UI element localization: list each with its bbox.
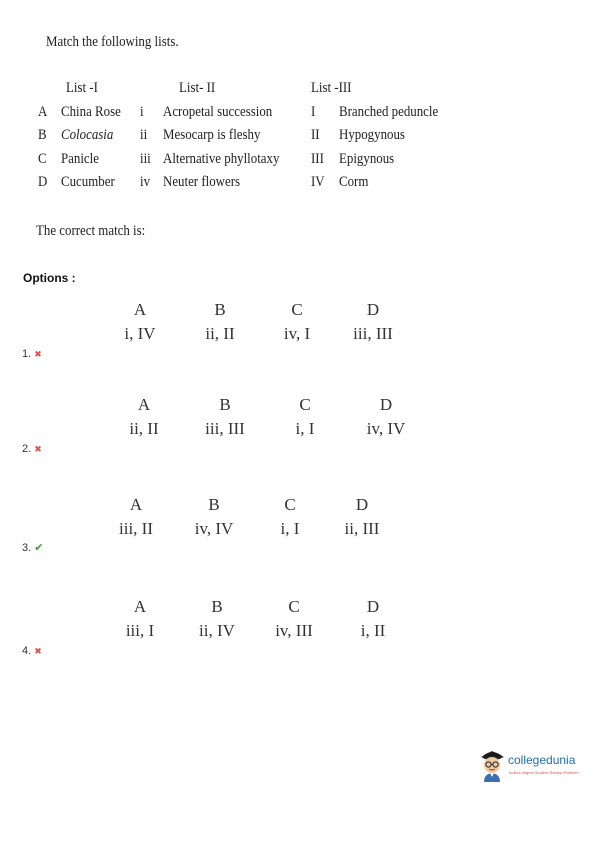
list-1-key: A — [38, 103, 48, 120]
list-2-item: Neuter flowers — [163, 174, 241, 191]
option-value: iii, II — [119, 519, 153, 538]
list-row — [38, 148, 479, 172]
correct-match-label: The correct match is: — [36, 223, 146, 239]
option-value: i, I — [280, 519, 300, 538]
option-number-label: 3. — [22, 542, 32, 554]
list-row — [38, 124, 479, 148]
check-icon: ✔ — [34, 542, 44, 554]
list-2-key: iv — [140, 174, 151, 191]
option-value: i, IV — [124, 324, 156, 343]
list-2-header: List- II — [179, 80, 216, 97]
option-number-label: 1. — [22, 348, 32, 360]
option-value: iv, IV — [366, 419, 406, 438]
option-column-letter: B — [208, 495, 220, 514]
option-number-label: 4. — [22, 645, 32, 657]
option-2[interactable] — [0, 395, 595, 475]
list-1-item: Colocasia — [61, 127, 114, 144]
question-prompt: Match the following lists. — [46, 34, 179, 50]
list-1-item: China Rose — [61, 103, 121, 120]
list-2-item: Alternative phyllotaxy — [163, 150, 280, 167]
brand-tagline: India's largest Student Review Platform — [509, 770, 579, 775]
list-1-item: Panicle — [61, 150, 99, 167]
option-value: iii, III — [205, 419, 245, 438]
list-2-item: Mesocarp is fleshy — [163, 127, 261, 144]
option-column-letter: A — [137, 395, 151, 414]
list-2-item: Acropetal succession — [163, 103, 273, 120]
wrong-icon: ✖ — [34, 646, 42, 656]
list-2-key: iii — [140, 150, 151, 167]
list-1-key: D — [38, 174, 48, 191]
option-value: ii, II — [205, 324, 235, 343]
list-headers — [38, 77, 479, 101]
option-column-letter: C — [288, 597, 300, 616]
option-value: ii, II — [129, 419, 159, 438]
option-1[interactable] — [0, 300, 595, 380]
wrong-icon: ✖ — [34, 444, 42, 454]
option-value: ii, IV — [199, 621, 235, 640]
option-column-letter: D — [355, 495, 369, 514]
list-row — [38, 171, 479, 195]
option-value: iii, III — [353, 324, 393, 343]
option-column-letter: D — [366, 597, 380, 616]
collegedunia-logo[interactable] — [478, 748, 588, 784]
option-4[interactable] — [0, 597, 595, 677]
list-3-key: III — [311, 150, 324, 167]
list-3-header: List -III — [311, 80, 352, 97]
options-heading: Options : — [23, 271, 76, 285]
list-1-header: List -I — [66, 80, 98, 97]
option-number — [22, 541, 43, 554]
option-value: ii, III — [344, 519, 380, 538]
option-value: iv, III — [275, 621, 313, 640]
list-3-item: Corm — [339, 174, 369, 191]
option-number — [22, 443, 42, 455]
option-number — [22, 348, 42, 360]
option-number-label: 2. — [22, 443, 32, 455]
option-column-letter: D — [379, 395, 393, 414]
list-3-item: Hypogynous — [339, 127, 405, 144]
match-lists-table — [38, 77, 479, 195]
brand-name: collegedunia — [508, 753, 576, 767]
option-value: iv, I — [283, 324, 311, 343]
option-column-letter: C — [299, 395, 311, 414]
list-3-item: Branched peduncle — [339, 103, 439, 120]
option-column-letter: C — [284, 495, 296, 514]
list-3-item: Epigynous — [339, 150, 395, 167]
list-1-item: Cucumber — [61, 174, 115, 191]
list-row — [38, 101, 479, 125]
list-3-key: IV — [311, 174, 325, 191]
student-avatar-icon — [478, 748, 506, 782]
list-3-key: II — [311, 127, 320, 144]
option-value: i, II — [360, 621, 386, 640]
option-value: iv, IV — [194, 519, 234, 538]
wrong-icon: ✖ — [34, 349, 42, 359]
list-1-key: C — [38, 150, 47, 167]
list-1-key: B — [38, 127, 47, 144]
option-3[interactable] — [0, 495, 595, 575]
option-column-letter: B — [211, 597, 223, 616]
list-3-key: I — [311, 103, 316, 120]
list-2-key: i — [140, 103, 144, 120]
option-number — [22, 645, 42, 657]
option-value: iii, I — [125, 621, 155, 640]
option-column-letter: A — [133, 300, 147, 319]
option-column-letter: D — [366, 300, 380, 319]
option-column-letter: A — [133, 597, 147, 616]
list-2-key: ii — [140, 127, 148, 144]
option-column-letter: B — [219, 395, 231, 414]
option-column-letter: B — [214, 300, 226, 319]
option-column-letter: C — [291, 300, 303, 319]
option-column-letter: A — [129, 495, 143, 514]
option-value: i, I — [295, 419, 315, 438]
